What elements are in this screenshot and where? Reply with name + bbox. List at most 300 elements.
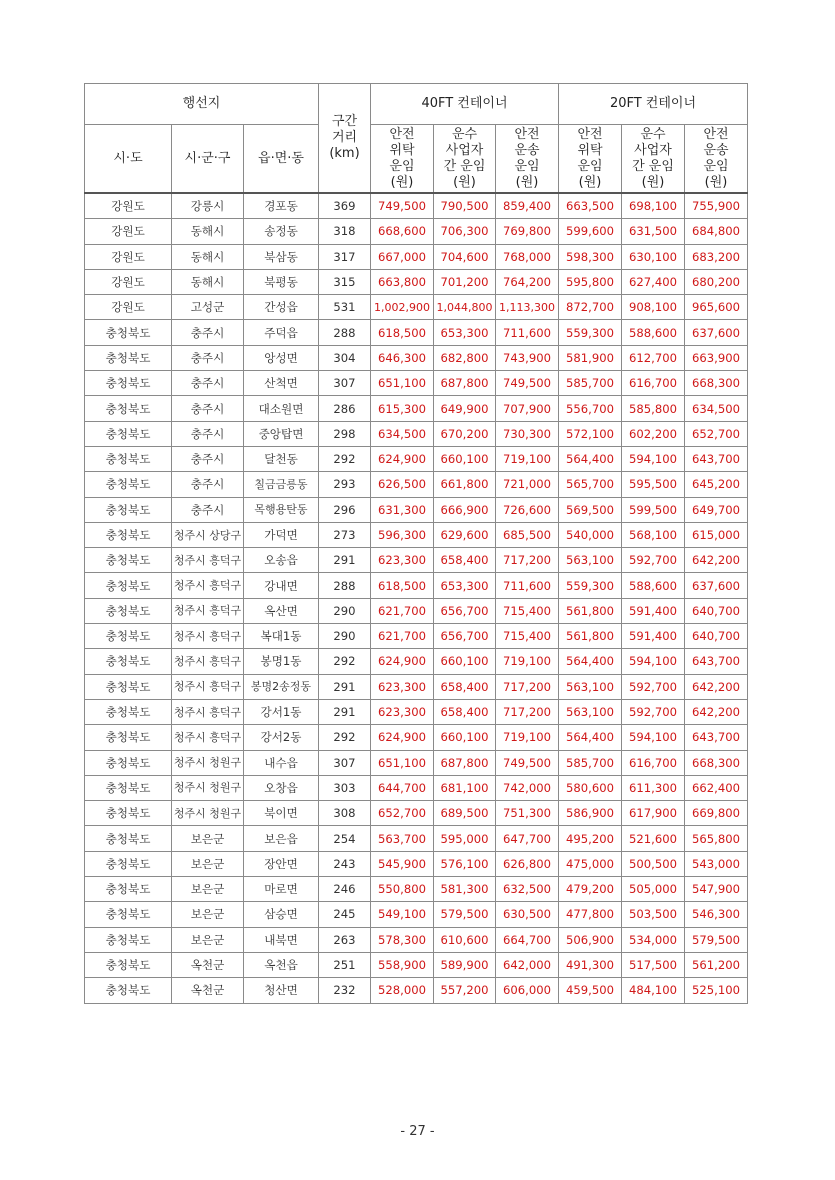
cell-sigungu: 강릉시 [172, 193, 244, 219]
cell-40ft-carrier: 704,600 [434, 244, 496, 269]
cell-40ft-carrier: 579,500 [434, 902, 496, 927]
table-row [85, 851, 748, 876]
cell-40ft-carrier: 653,300 [434, 320, 496, 345]
cell-40ft-carrier: 656,700 [434, 598, 496, 623]
cell-sigungu: 보은군 [172, 902, 244, 927]
cell-eupmyeondong: 봉명2송정동 [244, 674, 319, 699]
cell-40ft-safe-transport: 719,100 [496, 725, 559, 750]
cell-40ft-safe-commission: 618,500 [371, 573, 434, 598]
table-row [85, 320, 748, 345]
cell-eupmyeondong: 간성읍 [244, 295, 319, 320]
cell-eupmyeondong: 강서1동 [244, 699, 319, 724]
cell-sigungu: 동해시 [172, 269, 244, 294]
cell-20ft-carrier: 698,100 [622, 193, 685, 219]
cell-sido: 충청북도 [85, 851, 172, 876]
cell-40ft-safe-transport: 717,200 [496, 674, 559, 699]
cell-40ft-carrier: 682,800 [434, 345, 496, 370]
cell-40ft-safe-transport: 719,100 [496, 649, 559, 674]
cell-eupmyeondong: 봉명1동 [244, 649, 319, 674]
cell-20ft-safe-transport: 543,000 [685, 851, 748, 876]
cell-40ft-safe-commission: 1,002,900 [371, 295, 434, 320]
cell-40ft-safe-commission: 528,000 [371, 978, 434, 1003]
cell-sido: 충청북도 [85, 472, 172, 497]
cell-distance: 317 [319, 244, 371, 269]
cell-20ft-carrier: 616,700 [622, 371, 685, 396]
table-row [85, 573, 748, 598]
cell-20ft-safe-commission: 561,800 [559, 624, 622, 649]
cell-40ft-safe-commission: 621,700 [371, 598, 434, 623]
table-row [85, 522, 748, 547]
cell-20ft-safe-transport: 669,800 [685, 801, 748, 826]
cell-40ft-safe-transport: 743,900 [496, 345, 559, 370]
cell-distance: 232 [319, 978, 371, 1003]
cell-40ft-carrier: 790,500 [434, 193, 496, 219]
table-row [85, 750, 748, 775]
cell-40ft-carrier: 649,900 [434, 396, 496, 421]
cell-20ft-safe-commission: 564,400 [559, 725, 622, 750]
cell-sigungu: 청주시 흥덕구 [172, 548, 244, 573]
cell-20ft-safe-transport: 637,600 [685, 573, 748, 598]
cell-20ft-safe-commission: 585,700 [559, 750, 622, 775]
cell-distance: 293 [319, 472, 371, 497]
cell-20ft-safe-commission: 563,100 [559, 674, 622, 699]
cell-sigungu: 보은군 [172, 826, 244, 851]
header-40ft-safe-transport: 안전 운송 운임 (원) [496, 125, 559, 194]
table-row [85, 725, 748, 750]
cell-20ft-carrier: 594,100 [622, 725, 685, 750]
cell-40ft-safe-transport: 664,700 [496, 927, 559, 952]
cell-40ft-safe-commission: 596,300 [371, 522, 434, 547]
cell-40ft-safe-commission: 545,900 [371, 851, 434, 876]
cell-sigungu: 청주시 흥덕구 [172, 573, 244, 598]
cell-20ft-carrier: 585,800 [622, 396, 685, 421]
cell-20ft-safe-commission: 540,000 [559, 522, 622, 547]
table-row [85, 497, 748, 522]
header-eupmyeondong: 읍·면·동 [244, 125, 319, 194]
table-row [85, 775, 748, 800]
cell-20ft-safe-transport: 684,800 [685, 219, 748, 244]
cell-40ft-safe-transport: 742,000 [496, 775, 559, 800]
cell-20ft-carrier: 631,500 [622, 219, 685, 244]
cell-eupmyeondong: 마로면 [244, 877, 319, 902]
table-row [85, 927, 748, 952]
cell-20ft-safe-commission: 479,200 [559, 877, 622, 902]
cell-40ft-safe-commission: 623,300 [371, 548, 434, 573]
cell-20ft-carrier: 588,600 [622, 320, 685, 345]
cell-20ft-carrier: 595,500 [622, 472, 685, 497]
cell-sido: 강원도 [85, 269, 172, 294]
cell-20ft-safe-commission: 572,100 [559, 421, 622, 446]
cell-20ft-safe-transport: 565,800 [685, 826, 748, 851]
cell-40ft-safe-transport: 685,500 [496, 522, 559, 547]
rate-table-container [84, 83, 747, 1004]
table-row [85, 674, 748, 699]
cell-20ft-safe-transport: 643,700 [685, 725, 748, 750]
cell-20ft-safe-transport: 579,500 [685, 927, 748, 952]
cell-40ft-safe-commission: 615,300 [371, 396, 434, 421]
cell-40ft-safe-commission: 623,300 [371, 674, 434, 699]
header-20ft-container: 20FT 컨테이너 [559, 84, 748, 125]
cell-sigungu: 충주시 [172, 345, 244, 370]
cell-40ft-carrier: 689,500 [434, 801, 496, 826]
table-row [85, 219, 748, 244]
cell-20ft-safe-transport: 649,700 [685, 497, 748, 522]
table-row [85, 345, 748, 370]
cell-20ft-carrier: 630,100 [622, 244, 685, 269]
cell-40ft-safe-transport: 1,113,300 [496, 295, 559, 320]
cell-40ft-carrier: 687,800 [434, 371, 496, 396]
cell-40ft-carrier: 658,400 [434, 548, 496, 573]
cell-sido: 충청북도 [85, 446, 172, 471]
table-row [85, 877, 748, 902]
cell-20ft-carrier: 616,700 [622, 750, 685, 775]
cell-40ft-carrier: 581,300 [434, 877, 496, 902]
cell-20ft-carrier: 484,100 [622, 978, 685, 1003]
cell-20ft-carrier: 599,500 [622, 497, 685, 522]
cell-20ft-carrier: 534,000 [622, 927, 685, 952]
cell-20ft-safe-transport: 615,000 [685, 522, 748, 547]
cell-eupmyeondong: 강서2동 [244, 725, 319, 750]
cell-20ft-safe-transport: 662,400 [685, 775, 748, 800]
cell-40ft-safe-commission: 550,800 [371, 877, 434, 902]
cell-20ft-carrier: 591,400 [622, 624, 685, 649]
cell-40ft-safe-transport: 719,100 [496, 446, 559, 471]
cell-sigungu: 청주시 상당구 [172, 522, 244, 547]
cell-20ft-safe-commission: 475,000 [559, 851, 622, 876]
table-row [85, 421, 748, 446]
cell-20ft-carrier: 594,100 [622, 446, 685, 471]
cell-sido: 충청북도 [85, 902, 172, 927]
cell-eupmyeondong: 달천동 [244, 446, 319, 471]
cell-distance: 304 [319, 345, 371, 370]
cell-40ft-safe-transport: 768,000 [496, 244, 559, 269]
cell-distance: 303 [319, 775, 371, 800]
cell-20ft-carrier: 602,200 [622, 421, 685, 446]
header-40ft-safe-commission: 안전 위탁 운임 (원) [371, 125, 434, 194]
cell-20ft-carrier: 517,500 [622, 952, 685, 977]
cell-distance: 288 [319, 320, 371, 345]
cell-40ft-safe-transport: 749,500 [496, 371, 559, 396]
cell-40ft-safe-transport: 642,000 [496, 952, 559, 977]
cell-20ft-safe-commission: 559,300 [559, 320, 622, 345]
cell-distance: 369 [319, 193, 371, 219]
cell-eupmyeondong: 가덕면 [244, 522, 319, 547]
cell-40ft-safe-commission: 651,100 [371, 371, 434, 396]
cell-40ft-safe-commission: 563,700 [371, 826, 434, 851]
cell-eupmyeondong: 목행용탄동 [244, 497, 319, 522]
cell-40ft-safe-commission: 663,800 [371, 269, 434, 294]
header-destination: 행선지 [85, 84, 319, 125]
cell-distance: 245 [319, 902, 371, 927]
cell-40ft-carrier: 706,300 [434, 219, 496, 244]
cell-sido: 충청북도 [85, 674, 172, 699]
cell-sigungu: 충주시 [172, 472, 244, 497]
cell-20ft-carrier: 505,000 [622, 877, 685, 902]
cell-20ft-safe-commission: 477,800 [559, 902, 622, 927]
cell-sigungu: 고성군 [172, 295, 244, 320]
cell-sido: 충청북도 [85, 699, 172, 724]
cell-eupmyeondong: 청산면 [244, 978, 319, 1003]
cell-40ft-safe-transport: 630,500 [496, 902, 559, 927]
cell-distance: 286 [319, 396, 371, 421]
cell-40ft-safe-transport: 715,400 [496, 624, 559, 649]
cell-eupmyeondong: 중앙탑면 [244, 421, 319, 446]
cell-sigungu: 청주시 흥덕구 [172, 598, 244, 623]
cell-eupmyeondong: 북삼동 [244, 244, 319, 269]
cell-40ft-safe-transport: 764,200 [496, 269, 559, 294]
cell-40ft-carrier: 658,400 [434, 699, 496, 724]
table-body [85, 193, 748, 1003]
cell-eupmyeondong: 대소원면 [244, 396, 319, 421]
cell-distance: 290 [319, 624, 371, 649]
cell-distance: 307 [319, 750, 371, 775]
cell-eupmyeondong: 산척면 [244, 371, 319, 396]
cell-20ft-carrier: 627,400 [622, 269, 685, 294]
cell-eupmyeondong: 오송읍 [244, 548, 319, 573]
cell-sigungu: 충주시 [172, 497, 244, 522]
cell-eupmyeondong: 옥천읍 [244, 952, 319, 977]
cell-40ft-safe-transport: 606,000 [496, 978, 559, 1003]
cell-40ft-safe-commission: 652,700 [371, 801, 434, 826]
cell-20ft-safe-transport: 637,600 [685, 320, 748, 345]
cell-20ft-carrier: 592,700 [622, 548, 685, 573]
table-row [85, 699, 748, 724]
cell-sigungu: 청주시 흥덕구 [172, 649, 244, 674]
cell-20ft-safe-transport: 965,600 [685, 295, 748, 320]
cell-40ft-safe-transport: 717,200 [496, 699, 559, 724]
cell-eupmyeondong: 보은읍 [244, 826, 319, 851]
page-number: - 27 - [400, 1124, 435, 1139]
cell-40ft-safe-transport: 717,200 [496, 548, 559, 573]
cell-20ft-safe-commission: 565,700 [559, 472, 622, 497]
cell-distance: 315 [319, 269, 371, 294]
cell-distance: 292 [319, 725, 371, 750]
cell-40ft-safe-commission: 578,300 [371, 927, 434, 952]
cell-40ft-safe-commission: 624,900 [371, 649, 434, 674]
cell-40ft-safe-commission: 667,000 [371, 244, 434, 269]
cell-distance: 288 [319, 573, 371, 598]
header-sigungu: 시·군·구 [172, 125, 244, 194]
cell-40ft-safe-transport: 769,800 [496, 219, 559, 244]
cell-40ft-carrier: 701,200 [434, 269, 496, 294]
cell-40ft-safe-commission: 623,300 [371, 699, 434, 724]
header-20ft-safe-transport: 안전 운송 운임 (원) [685, 125, 748, 194]
cell-sido: 충청북도 [85, 573, 172, 598]
cell-sigungu: 청주시 흥덕구 [172, 699, 244, 724]
header-20ft-safe-commission: 안전 위탁 운임 (원) [559, 125, 622, 194]
cell-sigungu: 보은군 [172, 877, 244, 902]
cell-40ft-safe-transport: 721,000 [496, 472, 559, 497]
cell-20ft-safe-transport: 755,900 [685, 193, 748, 219]
table-row [85, 244, 748, 269]
table-row [85, 801, 748, 826]
cell-distance: 291 [319, 699, 371, 724]
cell-sigungu: 동해시 [172, 244, 244, 269]
cell-20ft-carrier: 617,900 [622, 801, 685, 826]
cell-eupmyeondong: 북평동 [244, 269, 319, 294]
table-header [85, 84, 748, 194]
cell-distance: 307 [319, 371, 371, 396]
cell-40ft-safe-commission: 624,900 [371, 446, 434, 471]
cell-20ft-safe-transport: 640,700 [685, 624, 748, 649]
cell-sigungu: 옥천군 [172, 952, 244, 977]
cell-sigungu: 청주시 청원구 [172, 750, 244, 775]
cell-20ft-safe-commission: 563,100 [559, 699, 622, 724]
cell-40ft-carrier: 576,100 [434, 851, 496, 876]
cell-eupmyeondong: 옥산면 [244, 598, 319, 623]
cell-eupmyeondong: 북이면 [244, 801, 319, 826]
cell-sido: 충청북도 [85, 978, 172, 1003]
cell-sido: 충청북도 [85, 775, 172, 800]
cell-20ft-safe-transport: 680,200 [685, 269, 748, 294]
cell-20ft-safe-commission: 556,700 [559, 396, 622, 421]
cell-40ft-carrier: 661,800 [434, 472, 496, 497]
cell-20ft-carrier: 908,100 [622, 295, 685, 320]
table-row [85, 193, 748, 219]
cell-40ft-safe-transport: 711,600 [496, 320, 559, 345]
table-row [85, 472, 748, 497]
cell-sido: 충청북도 [85, 952, 172, 977]
cell-20ft-safe-transport: 640,700 [685, 598, 748, 623]
cell-sido: 충청북도 [85, 396, 172, 421]
cell-40ft-safe-transport: 715,400 [496, 598, 559, 623]
cell-sido: 충청북도 [85, 624, 172, 649]
cell-sido: 충청북도 [85, 497, 172, 522]
header-40ft-container: 40FT 컨테이너 [371, 84, 559, 125]
cell-sido: 충청북도 [85, 345, 172, 370]
cell-distance: 263 [319, 927, 371, 952]
cell-40ft-carrier: 629,600 [434, 522, 496, 547]
cell-40ft-safe-transport: 749,500 [496, 750, 559, 775]
cell-20ft-carrier: 588,600 [622, 573, 685, 598]
cell-40ft-safe-transport: 626,800 [496, 851, 559, 876]
cell-40ft-carrier: 670,200 [434, 421, 496, 446]
cell-20ft-safe-commission: 598,300 [559, 244, 622, 269]
cell-sido: 충청북도 [85, 522, 172, 547]
cell-40ft-safe-transport: 711,600 [496, 573, 559, 598]
cell-distance: 251 [319, 952, 371, 977]
cell-distance: 296 [319, 497, 371, 522]
cell-20ft-safe-commission: 569,500 [559, 497, 622, 522]
cell-20ft-safe-commission: 872,700 [559, 295, 622, 320]
cell-distance: 292 [319, 446, 371, 471]
cell-20ft-safe-commission: 495,200 [559, 826, 622, 851]
cell-40ft-carrier: 660,100 [434, 725, 496, 750]
cell-eupmyeondong: 주덕읍 [244, 320, 319, 345]
table-row [85, 624, 748, 649]
cell-distance: 290 [319, 598, 371, 623]
cell-sido: 충청북도 [85, 927, 172, 952]
cell-40ft-safe-commission: 549,100 [371, 902, 434, 927]
cell-40ft-carrier: 610,600 [434, 927, 496, 952]
cell-20ft-safe-commission: 559,300 [559, 573, 622, 598]
table-row [85, 548, 748, 573]
cell-40ft-safe-commission: 558,900 [371, 952, 434, 977]
header-distance: 구간 거리 (km) [319, 84, 371, 194]
cell-sigungu: 청주시 흥덕구 [172, 725, 244, 750]
cell-eupmyeondong: 경포동 [244, 193, 319, 219]
cell-eupmyeondong: 내북면 [244, 927, 319, 952]
cell-20ft-safe-transport: 642,200 [685, 674, 748, 699]
header-20ft-carrier: 운수 사업자 간 운임 (원) [622, 125, 685, 194]
cell-40ft-safe-commission: 646,300 [371, 345, 434, 370]
cell-20ft-safe-transport: 546,300 [685, 902, 748, 927]
cell-20ft-safe-transport: 668,300 [685, 750, 748, 775]
cell-20ft-safe-transport: 642,200 [685, 699, 748, 724]
cell-40ft-safe-transport: 707,900 [496, 396, 559, 421]
header-sido: 시·도 [85, 125, 172, 194]
table-row [85, 269, 748, 294]
cell-sido: 충청북도 [85, 371, 172, 396]
cell-sigungu: 보은군 [172, 927, 244, 952]
cell-sigungu: 청주시 흥덕구 [172, 624, 244, 649]
cell-20ft-carrier: 592,700 [622, 699, 685, 724]
cell-40ft-safe-commission: 631,300 [371, 497, 434, 522]
table-row [85, 649, 748, 674]
cell-sido: 강원도 [85, 244, 172, 269]
cell-sido: 충청북도 [85, 877, 172, 902]
cell-sido: 충청북도 [85, 801, 172, 826]
cell-40ft-carrier: 589,900 [434, 952, 496, 977]
cell-20ft-safe-commission: 459,500 [559, 978, 622, 1003]
table-row [85, 295, 748, 320]
cell-20ft-safe-transport: 525,100 [685, 978, 748, 1003]
cell-distance: 273 [319, 522, 371, 547]
cell-sido: 충청북도 [85, 649, 172, 674]
cell-sido: 충청북도 [85, 548, 172, 573]
cell-sigungu: 동해시 [172, 219, 244, 244]
table-row [85, 446, 748, 471]
cell-sido: 충청북도 [85, 421, 172, 446]
cell-distance: 292 [319, 649, 371, 674]
cell-eupmyeondong: 오창읍 [244, 775, 319, 800]
table-row [85, 371, 748, 396]
cell-eupmyeondong: 복대1동 [244, 624, 319, 649]
cell-20ft-safe-transport: 668,300 [685, 371, 748, 396]
cell-40ft-safe-transport: 632,500 [496, 877, 559, 902]
cell-20ft-safe-commission: 581,900 [559, 345, 622, 370]
cell-20ft-safe-transport: 634,500 [685, 396, 748, 421]
cell-sigungu: 보은군 [172, 851, 244, 876]
cell-distance: 291 [319, 674, 371, 699]
cell-40ft-safe-commission: 618,500 [371, 320, 434, 345]
cell-20ft-safe-transport: 642,200 [685, 548, 748, 573]
cell-20ft-safe-commission: 491,300 [559, 952, 622, 977]
cell-40ft-carrier: 666,900 [434, 497, 496, 522]
cell-sido: 충청북도 [85, 598, 172, 623]
cell-40ft-safe-commission: 634,500 [371, 421, 434, 446]
cell-sigungu: 충주시 [172, 320, 244, 345]
cell-20ft-carrier: 591,400 [622, 598, 685, 623]
cell-eupmyeondong: 칠금금릉동 [244, 472, 319, 497]
table-row [85, 978, 748, 1003]
cell-40ft-carrier: 658,400 [434, 674, 496, 699]
cell-40ft-carrier: 687,800 [434, 750, 496, 775]
table-row [85, 826, 748, 851]
cell-40ft-safe-commission: 644,700 [371, 775, 434, 800]
cell-40ft-safe-commission: 651,100 [371, 750, 434, 775]
cell-sigungu: 충주시 [172, 446, 244, 471]
table-row [85, 902, 748, 927]
cell-40ft-carrier: 660,100 [434, 446, 496, 471]
cell-sido: 강원도 [85, 219, 172, 244]
cell-20ft-safe-commission: 506,900 [559, 927, 622, 952]
cell-20ft-safe-transport: 643,700 [685, 649, 748, 674]
cell-sigungu: 충주시 [172, 396, 244, 421]
cell-20ft-safe-commission: 586,900 [559, 801, 622, 826]
cell-sigungu: 청주시 청원구 [172, 775, 244, 800]
cell-40ft-safe-commission: 626,500 [371, 472, 434, 497]
